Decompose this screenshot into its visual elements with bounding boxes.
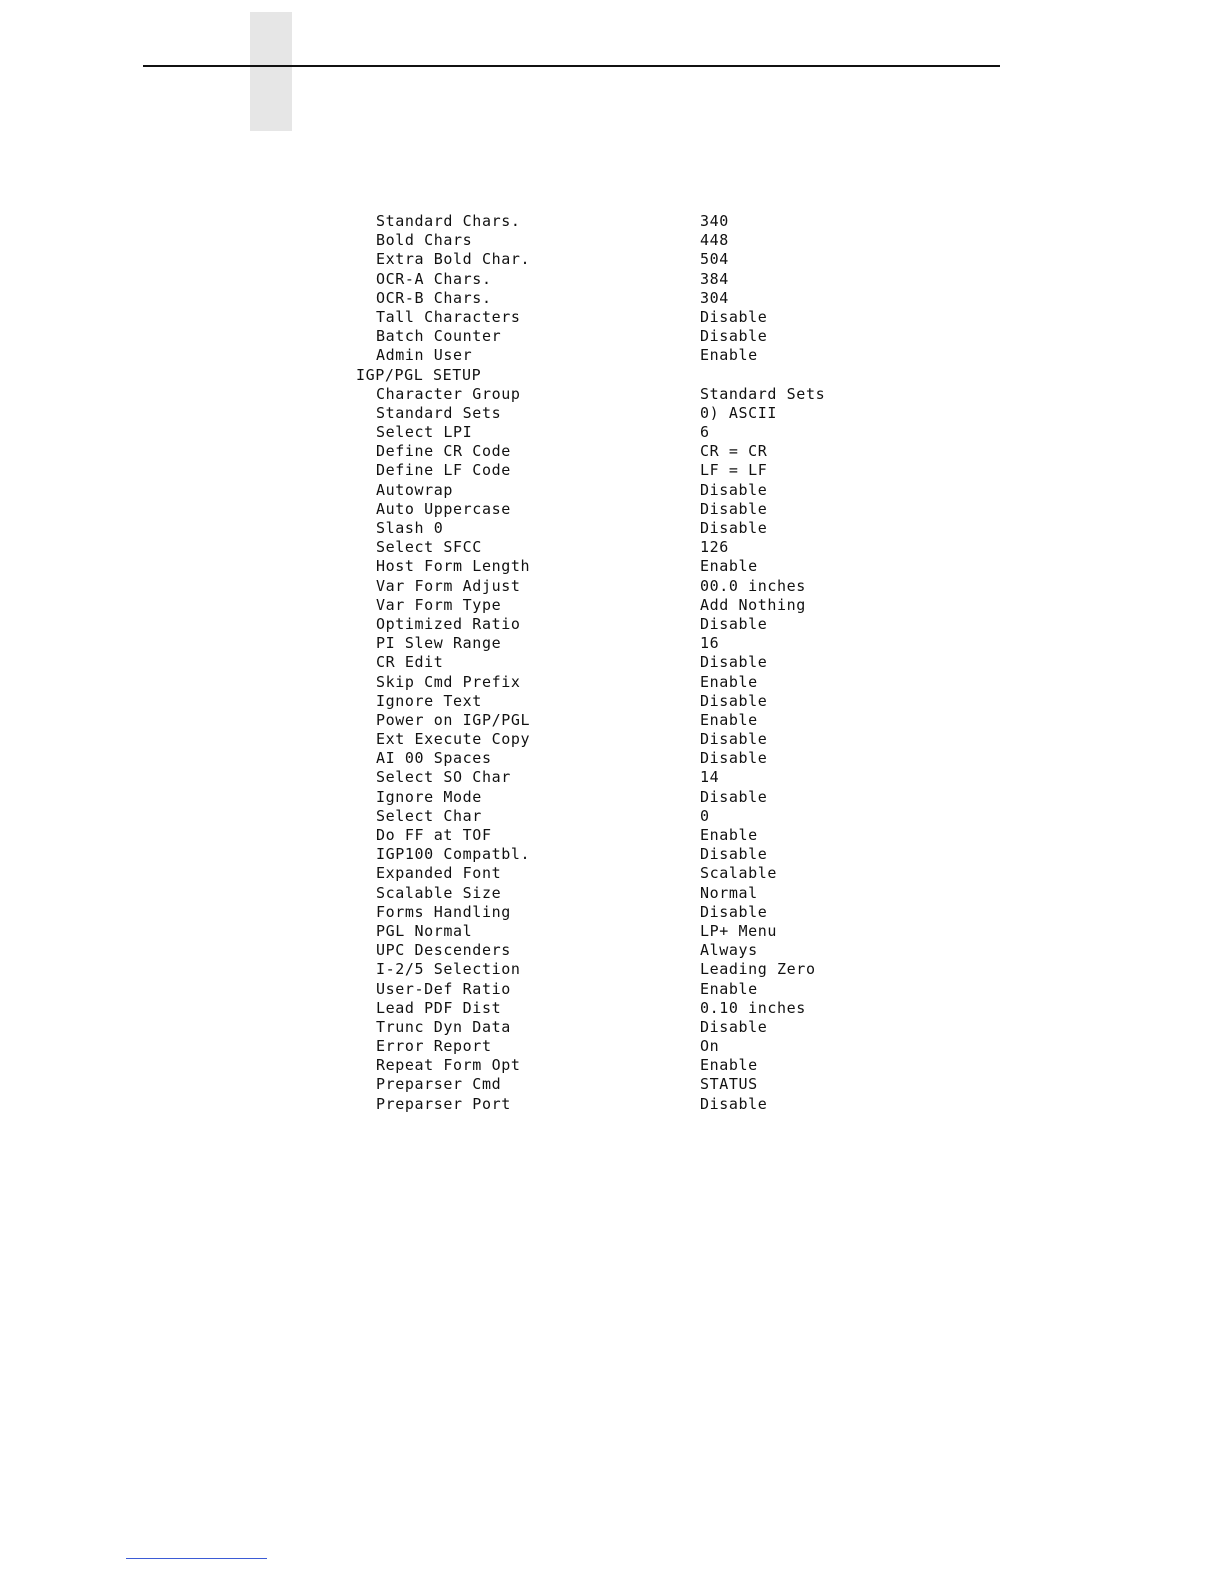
config-label: Preparser Cmd: [376, 1075, 502, 1094]
config-value: On: [700, 1037, 720, 1056]
config-value: Disable: [700, 1094, 768, 1113]
config-row: [0, 270, 1224, 289]
config-label: AI 00 Spaces: [376, 749, 492, 768]
config-value: Enable: [700, 826, 758, 844]
config-label: Host Form Length: [376, 557, 531, 576]
config-value: 0) ASCII: [700, 403, 778, 422]
config-label: PGL Normal: [376, 921, 473, 940]
config-row: [0, 500, 1224, 519]
config-row: [0, 845, 1224, 864]
config-row: [0, 1095, 1224, 1114]
config-label: Define CR Code: [376, 442, 511, 461]
config-row: [0, 1018, 1224, 1037]
config-label: Ignore Mode: [376, 787, 482, 806]
config-value: Enable: [700, 979, 758, 998]
config-row: [0, 941, 1224, 960]
config-value: 14: [700, 768, 720, 787]
config-label: OCR-B Chars.: [376, 288, 492, 307]
config-row: [0, 461, 1224, 480]
config-row: [0, 1037, 1224, 1056]
config-label: Preparser Port: [376, 1094, 511, 1113]
config-row: [0, 615, 1224, 634]
config-value: Normal: [700, 883, 758, 902]
config-label: Var Form Type: [376, 595, 502, 614]
config-value: Disable: [700, 614, 768, 633]
section-heading-row: [0, 366, 1224, 385]
config-row: [0, 519, 1224, 538]
config-label: Ignore Text: [376, 691, 482, 710]
config-row: [0, 960, 1224, 979]
config-value: Enable: [700, 1056, 758, 1075]
config-row: [0, 481, 1224, 500]
config-value: 504: [700, 250, 729, 269]
config-label: Select SO Char: [376, 768, 511, 787]
config-value: Disable: [700, 787, 768, 806]
config-label: Auto Uppercase: [376, 499, 511, 518]
config-row: [0, 308, 1224, 327]
config-row: [0, 807, 1224, 826]
config-row: [0, 557, 1224, 576]
config-value: 304: [700, 288, 729, 307]
config-row: [0, 289, 1224, 308]
config-row: [0, 1075, 1224, 1094]
config-label: OCR-A Chars.: [376, 269, 492, 288]
config-value: Disable: [700, 327, 768, 346]
config-label: Expanded Font: [376, 864, 502, 883]
config-row: [0, 673, 1224, 692]
config-value: Leading Zero: [700, 960, 816, 979]
config-row: [0, 749, 1224, 768]
footer-link-underline[interactable]: [126, 1558, 267, 1559]
config-value: LF = LF: [700, 461, 768, 480]
config-value: Disable: [700, 730, 768, 749]
config-label: Error Report: [376, 1037, 492, 1056]
config-label: IGP100 Compatbl.: [376, 845, 531, 864]
config-label: Ext Execute Copy: [376, 730, 531, 749]
config-row: [0, 980, 1224, 999]
config-label: Scalable Size: [376, 883, 502, 902]
header-rule: [143, 65, 1000, 67]
config-label: Forms Handling: [376, 902, 511, 921]
config-label: Standard Chars.: [376, 212, 521, 230]
config-value: Disable: [700, 902, 768, 921]
config-label: Define LF Code: [376, 461, 511, 480]
config-row: [0, 538, 1224, 557]
config-value: Enable: [700, 672, 758, 691]
config-row: [0, 231, 1224, 250]
config-row: [0, 864, 1224, 883]
config-value: 126: [700, 538, 729, 557]
config-row: [0, 768, 1224, 787]
config-value: LP+ Menu: [700, 921, 778, 940]
config-row: [0, 692, 1224, 711]
config-value: Disable: [700, 691, 768, 710]
config-row: [0, 596, 1224, 615]
section-heading: IGP/PGL SETUP: [356, 365, 482, 384]
config-value: Always: [700, 941, 758, 960]
config-row: [0, 442, 1224, 461]
config-row: [0, 250, 1224, 269]
config-value: Disable: [700, 1017, 768, 1036]
config-label: Select Char: [376, 806, 482, 825]
config-label: UPC Descenders: [376, 941, 511, 960]
config-row: [0, 826, 1224, 845]
config-value: Scalable: [700, 864, 778, 883]
config-value: Disable: [700, 499, 768, 518]
config-label: CR Edit: [376, 653, 444, 672]
config-value: CR = CR: [700, 442, 768, 461]
config-label: Repeat Form Opt: [376, 1056, 521, 1075]
config-row: [0, 999, 1224, 1018]
config-row: [0, 212, 1224, 231]
config-value: Enable: [700, 346, 758, 365]
config-value: STATUS: [700, 1075, 758, 1094]
config-value: 0.10 inches: [700, 998, 806, 1017]
config-row: [0, 711, 1224, 730]
config-row: [0, 903, 1224, 922]
config-row: [0, 404, 1224, 423]
config-row: [0, 884, 1224, 903]
config-value: Disable: [700, 653, 768, 672]
config-label: Var Form Adjust: [376, 576, 521, 595]
config-value: Enable: [700, 710, 758, 729]
config-value: 00.0 inches: [700, 576, 806, 595]
config-value: Enable: [700, 557, 758, 576]
config-label: Slash 0: [376, 519, 444, 537]
config-label: Select LPI: [376, 423, 473, 442]
config-label: Power on IGP/PGL: [376, 710, 531, 729]
config-label: Bold Chars: [376, 231, 473, 250]
config-label: Tall Characters: [376, 307, 521, 326]
config-label: Batch Counter: [376, 327, 502, 346]
config-label: Autowrap: [376, 480, 454, 499]
config-value: Disable: [700, 480, 768, 499]
config-label: Trunc Dyn Data: [376, 1017, 511, 1036]
config-label: Admin User: [376, 346, 473, 365]
config-row: [0, 730, 1224, 749]
configuration-listing: [0, 212, 1224, 1114]
config-row: [0, 346, 1224, 365]
config-value: Disable: [700, 749, 768, 768]
config-label: Do FF at TOF: [376, 826, 492, 844]
config-label: Standard Sets: [376, 403, 502, 422]
config-value: 384: [700, 269, 729, 288]
config-label: Skip Cmd Prefix: [376, 672, 521, 691]
config-value: 6: [700, 423, 710, 442]
config-label: Optimized Ratio: [376, 614, 521, 633]
config-row: [0, 385, 1224, 404]
config-value: Disable: [700, 307, 768, 326]
config-value: 16: [700, 634, 720, 653]
config-label: Extra Bold Char.: [376, 250, 531, 269]
config-value: 448: [700, 231, 729, 250]
config-row: [0, 922, 1224, 941]
config-label: I-2/5 Selection: [376, 960, 521, 979]
config-row: [0, 423, 1224, 442]
config-value: 340: [700, 212, 729, 230]
config-value: 0: [700, 806, 710, 825]
config-label: Select SFCC: [376, 538, 482, 557]
config-label: User-Def Ratio: [376, 979, 511, 998]
config-row: [0, 653, 1224, 672]
config-value: Add Nothing: [700, 595, 806, 614]
config-row: [0, 1056, 1224, 1075]
config-row: [0, 327, 1224, 346]
chapter-tab-marker: [250, 12, 292, 131]
config-label: Character Group: [376, 384, 521, 403]
config-value: Standard Sets: [700, 384, 826, 403]
config-label: PI Slew Range: [376, 634, 502, 653]
config-value: Disable: [700, 519, 768, 537]
config-value: Disable: [700, 845, 768, 864]
config-row: [0, 577, 1224, 596]
config-row: [0, 634, 1224, 653]
config-label: Lead PDF Dist: [376, 998, 502, 1017]
config-row: [0, 788, 1224, 807]
